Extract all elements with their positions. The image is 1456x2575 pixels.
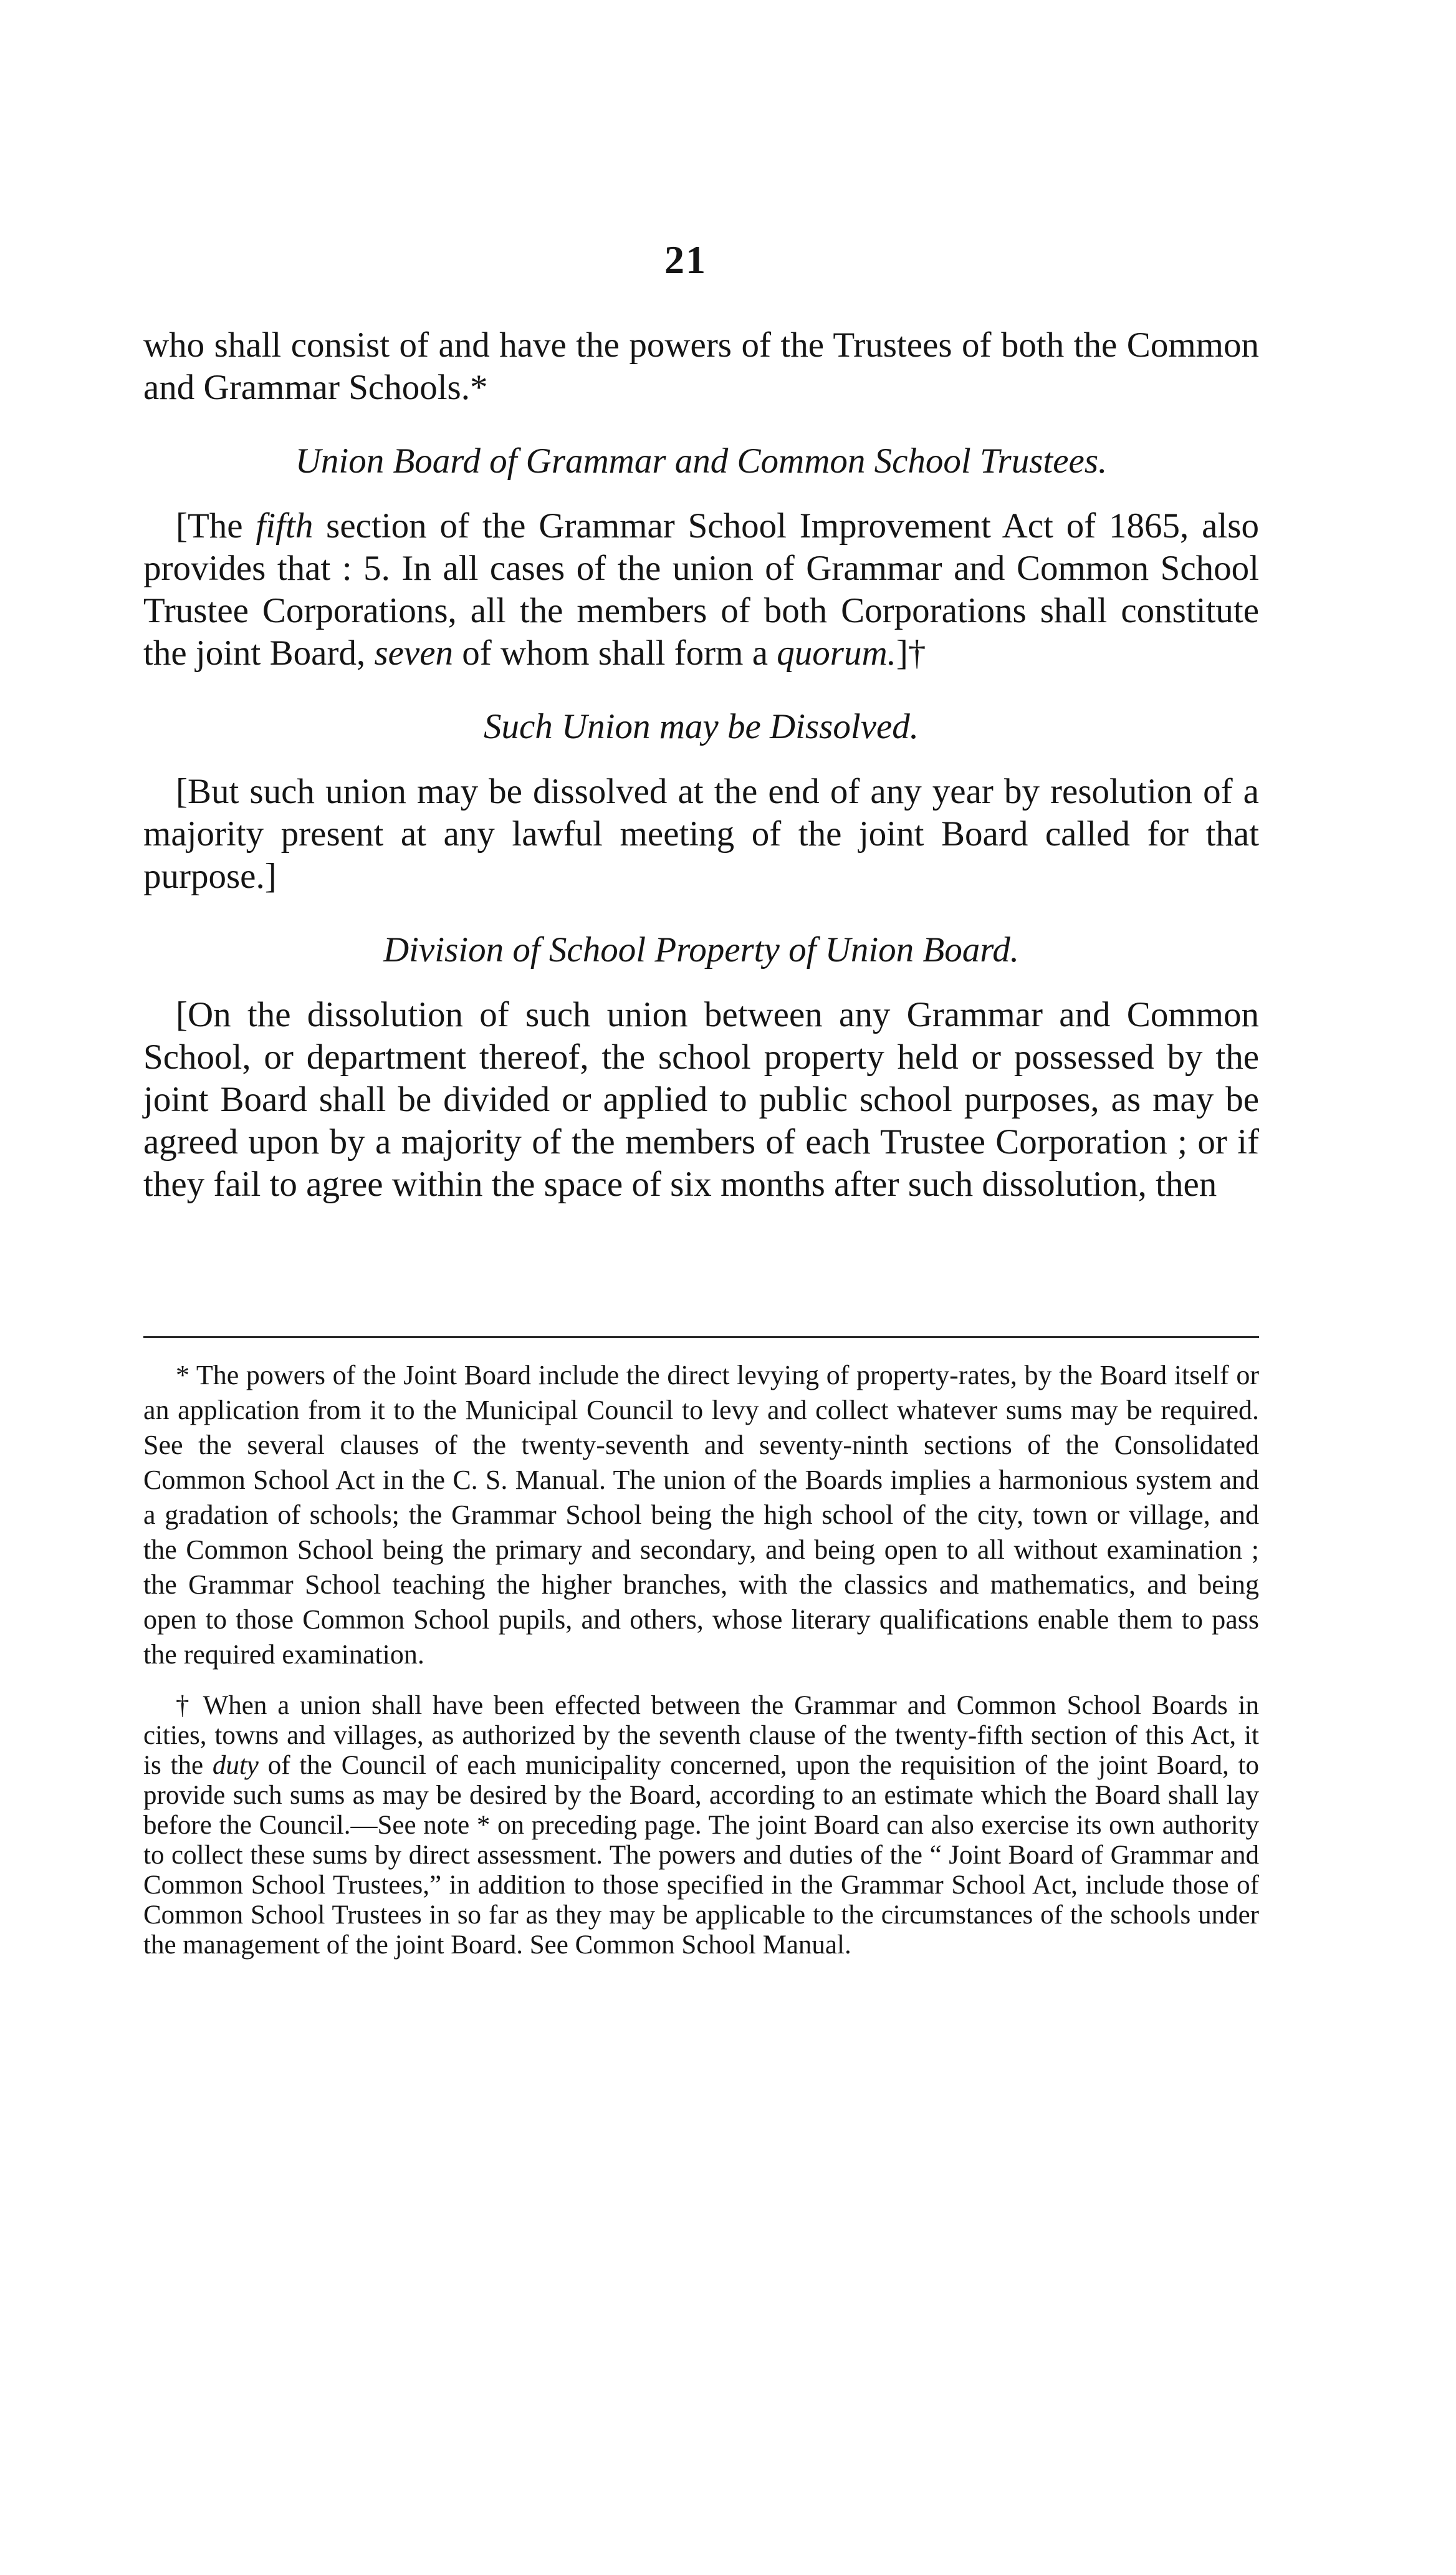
emphasis-duty: duty: [212, 1751, 259, 1780]
text-run: † When a union shall have been effected between the Grammar and Common School Boards in cities, towns and villages, as authorized by the seventh clause of the twenty-fifth section of this Act, it is the: [143, 1691, 1259, 1780]
text-run: of the Council of each municipality concerned, upon the requisition of the joint Board, to provide such sums as may be desired by the Board, according to an estimate which the Board shall lay before the Council.—See note * on preceding page. The joint Board can also exercise its own authority to collect these sums by direct assessment. The powers and duties of the “ Joint Board of Grammar and Common School Trustees,” in addition to those specified in the Grammar School Act, include those of Common School Trustees in so far as they may be applicable to the circumstances of the schools under the management of the joint Board. See Common School Manual.: [143, 1751, 1259, 1960]
text-run: ]†: [896, 633, 926, 673]
footnote-divider: [143, 1336, 1259, 1338]
paragraph-property-division: [On the dissolution of such union between any Grammar and Common School, or department thereof, the school property held or possessed by the joint Board shall be divided or applied to public school purposes, as may be agreed upon by a majority of the members of each Trustee Corporation ; or if they fail to agree within the space of six months after such dissolution, then: [143, 995, 1259, 1204]
emphasis-fifth: fifth: [256, 506, 314, 546]
footnote-dagger: [143, 1691, 1259, 1960]
section-heading-union-board: Union Board of Grammar and Common School Trustees.: [295, 441, 1108, 481]
footnote-asterisk: * The powers of the Joint Board include the direct levying of property-rates, by the Board itself or an application from it to the Municipal Council to levy and collect whatever sums may be required. See the several clauses of the twenty-seventh and seventy-ninth sections of the Consolidated Common School Act in the C. S. Manual. The union of the Boards implies a harmonious system and a gradation of schools; the Grammar School being the high school of the city, town or village, and the Common School being the primary and secondary, and being open to all without examination ; the Grammar School teaching the higher branches, with the classics and mathematics, and being open to those Common School pupils, and others, whose literary qualifications enable them to pass the required examination.: [143, 1360, 1259, 1670]
main-text: [143, 324, 1259, 1206]
emphasis-quorum: quorum.: [777, 633, 896, 673]
text-run: section of the Grammar School Improvement Act of 1865, also provides that : 5. In all cases of the union of Grammar and Common School Trustee Corporations, all the members of both Corporations shall constitute the joint Board,: [143, 506, 1259, 673]
text-run: [The: [176, 506, 256, 546]
section-heading-union-dissolved: Such Union may be Dissolved.: [483, 707, 919, 746]
footnotes: [143, 1358, 1259, 1960]
page-number: 21: [664, 238, 707, 282]
text-run: of whom shall form a: [453, 633, 777, 673]
emphasis-seven: seven: [374, 633, 454, 673]
opening-paragraph: who shall consist of and have the powers of the Trustees of both the Common and Grammar Schools.*: [143, 325, 1259, 407]
section-heading-property-division: Division of School Property of Union Board.: [383, 930, 1020, 970]
paragraph-union-board: [143, 505, 1259, 675]
paragraph-union-dissolved: [But such union may be dissolved at the end of any year by resolution of a majority present at any lawful meeting of the joint Board called for that purpose.]: [143, 772, 1259, 896]
